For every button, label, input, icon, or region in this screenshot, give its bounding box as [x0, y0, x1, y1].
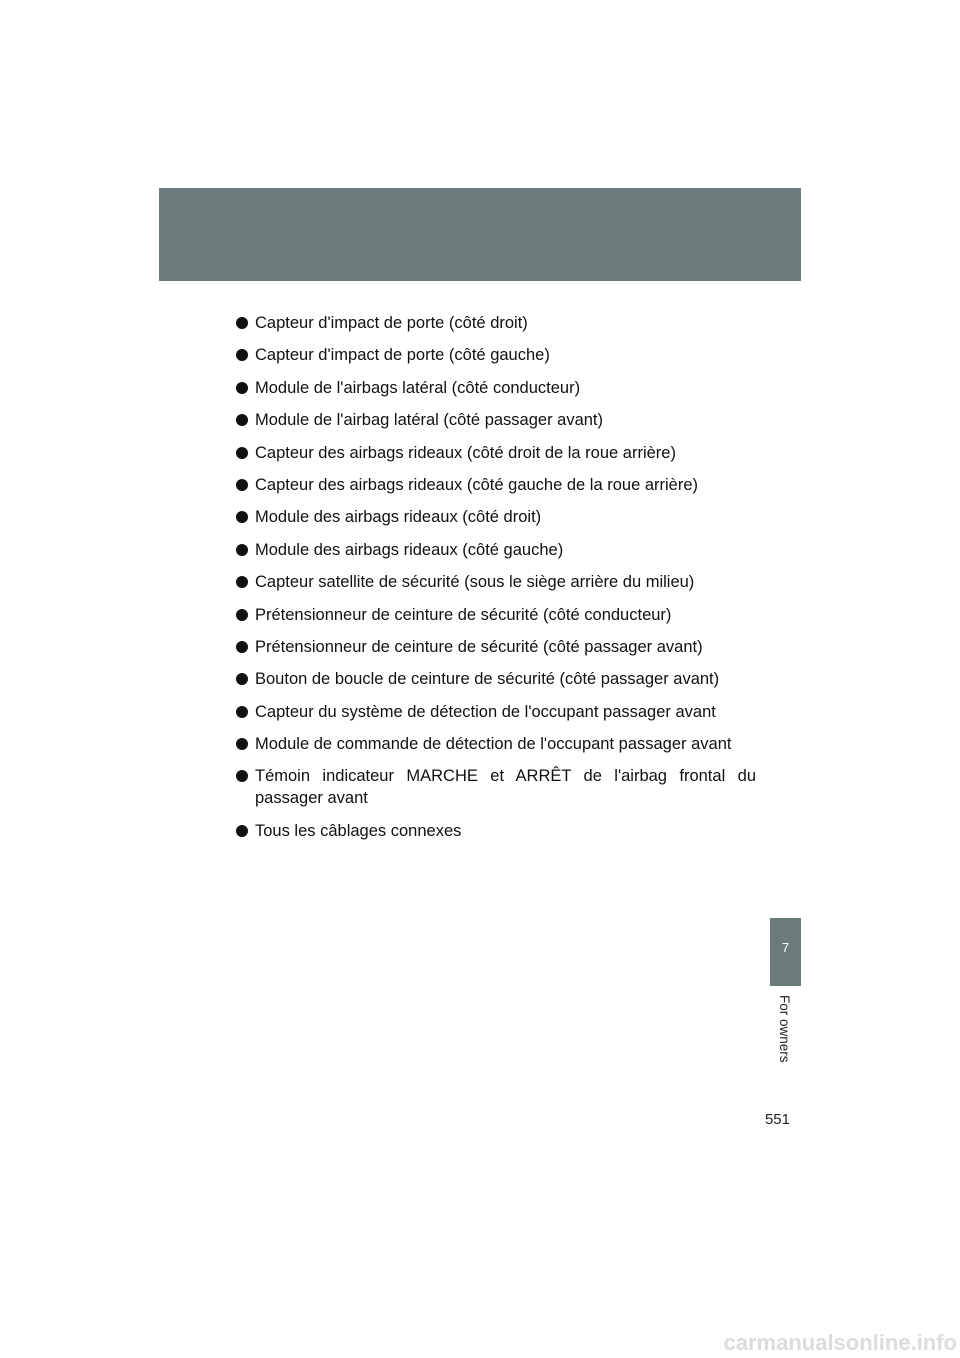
list-item	[236, 539, 756, 561]
list-item-text: Bouton de boucle de ceinture de sécurité (côté passager avant)	[255, 670, 720, 689]
list-item-text: Prétensionneur de ceinture de sécurité (côté conducteur)	[255, 605, 672, 624]
list-item	[236, 506, 756, 528]
header-band	[159, 188, 801, 281]
bullet-icon	[236, 447, 248, 459]
bullet-icon	[236, 770, 248, 782]
chapter-caption: For owners	[777, 995, 792, 1063]
list-item-text: Module de l'airbag latéral (côté passager avant)	[255, 411, 604, 430]
list-item-text: Capteur du système de détection de l'occupant passager avant	[255, 702, 716, 721]
list-item	[236, 668, 756, 690]
list-item	[236, 409, 756, 431]
list-item-text: Capteur satellite de sécurité (sous le siège arrière du milieu)	[255, 573, 695, 592]
bullet-icon	[236, 706, 248, 718]
watermark: carmanualsonline.info	[723, 1330, 957, 1355]
bullet-icon	[236, 576, 248, 588]
list-item-text: Témoin indicateur MARCHE et ARRÊT de l'airbag frontal du passager avant	[255, 767, 756, 808]
chapter-tab	[770, 918, 801, 986]
list-item	[236, 571, 756, 593]
list-item-text: Module de commande de détection de l'occupant passager avant	[255, 735, 732, 754]
chapter-number: 7	[781, 940, 790, 955]
list-item-text: Module de l'airbags latéral (côté conducteur)	[255, 378, 581, 397]
page-number: 551	[764, 1111, 790, 1128]
list-item-text: Capteur d'impact de porte (côté droit)	[255, 314, 528, 332]
list-item	[236, 442, 756, 464]
bullet-icon	[236, 382, 248, 394]
list-item	[236, 377, 756, 399]
list-item-text: Module des airbags rideaux (côté droit)	[255, 508, 542, 527]
bullet-icon	[236, 317, 248, 329]
list-item-text: Capteur des airbags rideaux (côté droit de la roue arrière)	[255, 443, 676, 462]
bullet-icon	[236, 641, 248, 653]
list-item-text: Module des airbags rideaux (côté gauche)	[255, 540, 564, 559]
bullet-icon	[236, 825, 248, 837]
list-item	[236, 765, 756, 809]
bullet-icon	[236, 349, 248, 361]
bullet-icon	[236, 738, 248, 750]
list-item	[236, 312, 756, 334]
list-item-text: Tous les câblages connexes	[255, 821, 462, 840]
list-item	[236, 604, 756, 626]
list-item	[236, 701, 756, 723]
bullet-icon	[236, 544, 248, 556]
bullet-icon	[236, 609, 248, 621]
list-item-text: Capteur d'impact de porte (côté gauche)	[255, 346, 550, 365]
list-item	[236, 820, 756, 842]
bullet-list	[236, 312, 756, 852]
list-item	[236, 344, 756, 366]
bullet-icon	[236, 673, 248, 685]
list-item	[236, 636, 756, 658]
list-item-text: Capteur des airbags rideaux (côté gauche de la roue arrière)	[255, 475, 699, 494]
list-item	[236, 733, 756, 755]
list-item-text: Prétensionneur de ceinture de sécurité (côté passager avant)	[255, 637, 703, 656]
bullet-icon	[236, 479, 248, 491]
list-item	[236, 474, 756, 496]
bullet-icon	[236, 511, 248, 523]
bullet-icon	[236, 414, 248, 426]
